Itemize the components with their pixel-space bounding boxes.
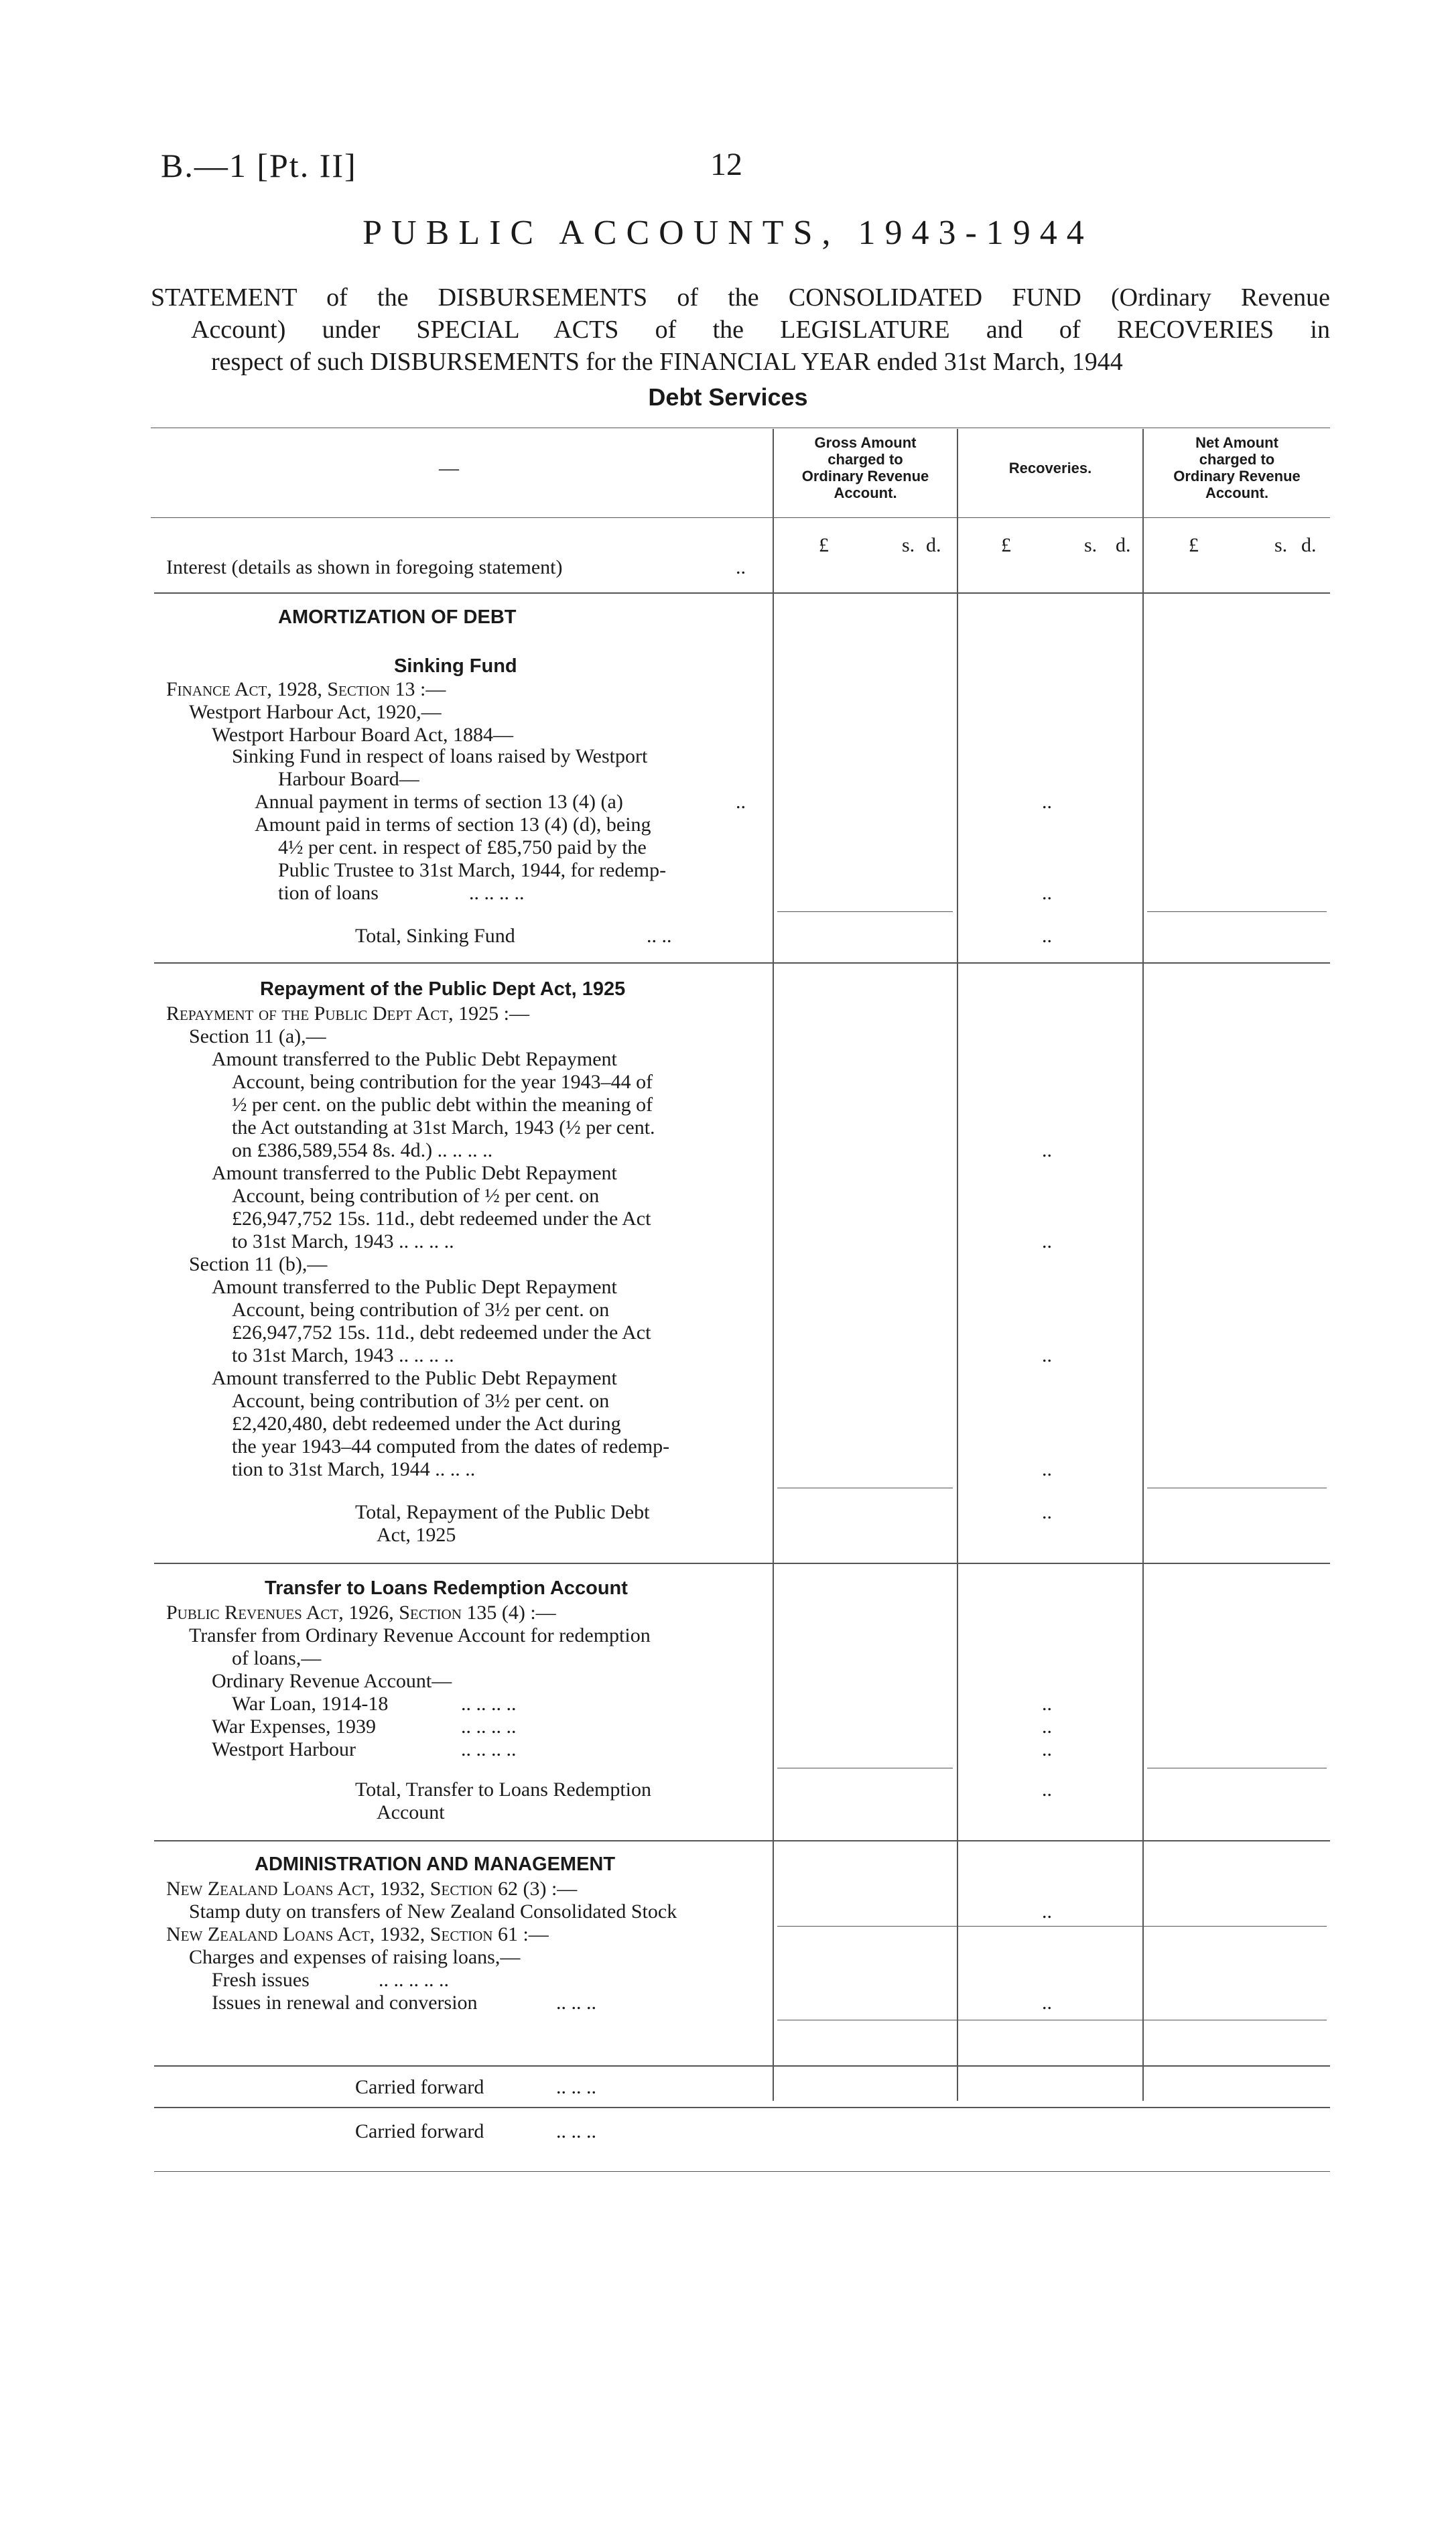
text-line: Ordinary Revenue Account— — [212, 1670, 452, 1692]
text-line: Section 11 (b),— — [189, 1253, 328, 1275]
leader-dots: .. .. .. .. — [461, 1738, 517, 1760]
text-line: ½ per cent. on the public debt within the meaning of — [232, 1094, 653, 1116]
text-line: of loans,— — [232, 1647, 322, 1669]
text-line: Westport Harbour Board Act, 1884— — [212, 724, 513, 746]
recoveries-nil: .. — [1042, 1139, 1052, 1161]
statement-heading — [151, 281, 1330, 378]
column-divider-3 — [1142, 429, 1144, 2101]
header-bottom-rule — [151, 517, 1330, 518]
text-line: 4½ per cent. in respect of £85,750 paid by the — [278, 836, 647, 858]
amortization-heading: AMORTIZATION OF DEBT — [278, 606, 517, 628]
pence-symbol: d. — [1116, 534, 1131, 556]
text-line: to 31st March, 1943 .. .. .. .. — [232, 1344, 454, 1366]
leader-dots: .. .. .. .. — [461, 1693, 517, 1715]
text-line: Amount transferred to the Public Debt Repayment — [212, 1367, 617, 1389]
text-line: Transfer from Ordinary Revenue Account for redemption — [189, 1624, 651, 1646]
subtotal-rule — [777, 911, 953, 912]
leader-dots: .. .. .. .. — [461, 1715, 517, 1738]
text-line: Stamp duty on transfers of New Zealand Consolidated Stock — [189, 1900, 677, 1923]
recoveries-nil: .. — [1042, 1693, 1052, 1715]
carried-forward-label: Carried forward — [355, 2120, 484, 2142]
page-number: 12 — [710, 147, 742, 182]
recoveries-nil: .. — [1042, 1778, 1052, 1801]
total-label-cont: Account — [377, 1801, 445, 1823]
pence-symbol: d. — [1301, 534, 1317, 556]
text-line: War Expenses, 1939 — [212, 1715, 377, 1738]
recoveries-nil: .. — [1042, 1344, 1052, 1366]
recoveries-nil: .. — [1042, 1501, 1052, 1523]
text-line: £26,947,752 15s. 11d., debt redeemed under the Act — [232, 1208, 651, 1230]
text-line: Account, being contribution of 3½ per cent. on — [232, 1390, 610, 1412]
net-heading-line: charged to — [1199, 451, 1275, 468]
section-rule — [154, 2065, 1330, 2067]
leader-dots: .. .. .. .. — [469, 882, 525, 904]
column-divider-1 — [773, 429, 774, 2101]
recoveries-nil: .. — [1042, 1715, 1052, 1738]
page-title: PUBLIC ACCOUNTS, 1943-1944 — [362, 214, 1094, 252]
leader-dots: .. .. .. .. .. — [379, 1969, 449, 1991]
text-line: Sinking Fund in respect of loans raised by Westport — [232, 745, 648, 767]
total-label: Total, Sinking Fund — [355, 925, 515, 947]
repayment-heading: Repayment of the Public Dept Act, 1925 — [260, 978, 626, 1000]
recoveries-nil: .. — [1042, 925, 1052, 947]
gross-heading-line: charged to — [828, 451, 903, 468]
leader-dots: .. — [736, 791, 746, 813]
text-line: Account, being contribution for the year 1943–44 of — [232, 1071, 653, 1093]
gross-column-heading — [774, 434, 957, 501]
statement-line-2: Account) under SPECIAL ACTS of the LEGISLATURE and of RECOVERIES in — [191, 316, 1330, 344]
leader-dots: .. .. — [647, 925, 672, 947]
text-line: Amount paid in terms of section 13 (4) (d), being — [255, 814, 651, 836]
text-line: Amount transferred to the Public Debt Repayment — [212, 1048, 617, 1070]
recoveries-nil: .. — [1042, 1738, 1052, 1760]
text-line: Harbour Board— — [278, 768, 419, 790]
subtotal-rule — [1147, 911, 1327, 912]
text-line: tion to 31st March, 1944 .. .. .. — [232, 1458, 476, 1480]
document-reference: B.—1 [Pt. II] — [161, 147, 357, 184]
section-rule — [154, 962, 1330, 964]
text-line: tion of loans — [278, 882, 379, 904]
pound-symbol: £ — [1001, 534, 1011, 556]
text-line: Amount transferred to the Public Dept Repayment — [212, 1276, 617, 1298]
text-line: £2,420,480, debt redeemed under the Act during — [232, 1413, 621, 1435]
total-label: Total, Repayment of the Public Debt — [355, 1501, 650, 1523]
recoveries-nil: .. — [1042, 1230, 1052, 1252]
act-reference: Finance Act, 1928, Section 13 :— — [166, 678, 446, 700]
shilling-symbol: s. — [1084, 534, 1098, 556]
text-line: on £386,589,554 8s. 4d.) .. .. .. .. — [232, 1139, 493, 1161]
text-line: War Loan, 1914-18 — [232, 1693, 389, 1715]
text-line: Amount transferred to the Public Debt Repayment — [212, 1162, 617, 1184]
table-bottom-rule — [154, 2171, 1330, 2172]
statement-line-1: STATEMENT of the DISBURSEMENTS of the CONSOLIDATED FUND (Ordinary Revenue — [151, 283, 1330, 312]
net-heading-line: Ordinary Revenue — [1173, 468, 1301, 484]
gross-heading-line: Gross Amount — [814, 434, 917, 451]
section-rule — [154, 2107, 1330, 2108]
subtotal-rule — [777, 1926, 1327, 1927]
recoveries-nil: .. — [1042, 791, 1052, 813]
text-line: Fresh issues — [212, 1969, 310, 1991]
statement-line-3: respect of such DISBURSEMENTS for the FINANCIAL YEAR ended 31st March, 1944 — [211, 348, 1123, 376]
net-heading-line: Net Amount — [1195, 434, 1278, 451]
text-line: the year 1943–44 computed from the dates of redemp- — [232, 1435, 670, 1458]
text-line: Issues in renewal and conversion — [212, 1992, 478, 2014]
carried-forward-label: Carried forward — [355, 2076, 484, 2098]
act-reference: Public Revenues Act, 1926, Section 135 (4) :— — [166, 1602, 556, 1624]
interest-label: Interest (details as shown in foregoing statement) — [166, 556, 563, 578]
transfer-heading: Transfer to Loans Redemption Account — [265, 1577, 628, 1599]
text-line: to 31st March, 1943 .. .. .. .. — [232, 1230, 454, 1252]
leader-dots: .. — [736, 556, 746, 578]
pound-symbol: £ — [819, 534, 829, 556]
text-line: Public Trustee to 31st March, 1944, for redemp- — [278, 859, 667, 881]
gross-heading-line: Account. — [834, 484, 897, 501]
text-line: £26,947,752 15s. 11d., debt redeemed under the Act — [232, 1321, 651, 1344]
column-divider-2 — [957, 429, 958, 2101]
shilling-symbol: s. — [902, 534, 915, 556]
text-line: Annual payment in terms of section 13 (4) (a) — [255, 791, 623, 813]
shilling-symbol: s. — [1274, 534, 1288, 556]
recoveries-nil: .. — [1042, 882, 1052, 904]
recoveries-column-heading: Recoveries. — [1008, 460, 1092, 476]
recoveries-nil: .. — [1042, 1900, 1052, 1923]
text-line: Account, being contribution of ½ per cent. on — [232, 1185, 600, 1207]
leader-dots: .. .. .. — [556, 2076, 596, 2098]
pence-symbol: d. — [926, 534, 941, 556]
leader-dots: .. .. .. — [556, 1992, 596, 2014]
text-line: the Act outstanding at 31st March, 1943 (½ per cent. — [232, 1116, 655, 1139]
sinking-fund-heading: Sinking Fund — [394, 655, 517, 677]
text-line: Westport Harbour Act, 1920,— — [189, 701, 442, 723]
recoveries-nil: .. — [1042, 1992, 1052, 2014]
section-rule — [154, 592, 1330, 594]
recoveries-nil: .. — [1042, 1458, 1052, 1480]
section-rule — [154, 1563, 1330, 1564]
total-label-cont: Act, 1925 — [377, 1524, 456, 1546]
act-reference: New Zealand Loans Act, 1932, Section 61 :— — [166, 1923, 549, 1945]
pound-symbol: £ — [1189, 534, 1199, 556]
text-line: Charges and expenses of raising loans,— — [189, 1946, 521, 1968]
gross-heading-line: Ordinary Revenue — [801, 468, 929, 484]
text-line: Account, being contribution of 3½ per cent. on — [232, 1299, 610, 1321]
act-reference: New Zealand Loans Act, 1932, Section 62 (3) :— — [166, 1878, 578, 1900]
net-heading-line: Account. — [1205, 484, 1269, 501]
administration-heading: ADMINISTRATION AND MANAGEMENT — [255, 1854, 616, 1875]
section-subtitle: Debt Services — [648, 383, 808, 411]
section-rule — [154, 1840, 1330, 1841]
text-line: Section 11 (a),— — [189, 1025, 326, 1047]
text-line: Westport Harbour — [212, 1738, 356, 1760]
act-reference: Repayment of the Public Dept Act, 1925 :— — [166, 1002, 530, 1025]
leader-dots: .. .. .. — [556, 2120, 596, 2142]
total-label: Total, Transfer to Loans Redemption — [355, 1778, 652, 1801]
blank-column-heading: — — [439, 457, 459, 479]
net-column-heading — [1144, 434, 1330, 501]
